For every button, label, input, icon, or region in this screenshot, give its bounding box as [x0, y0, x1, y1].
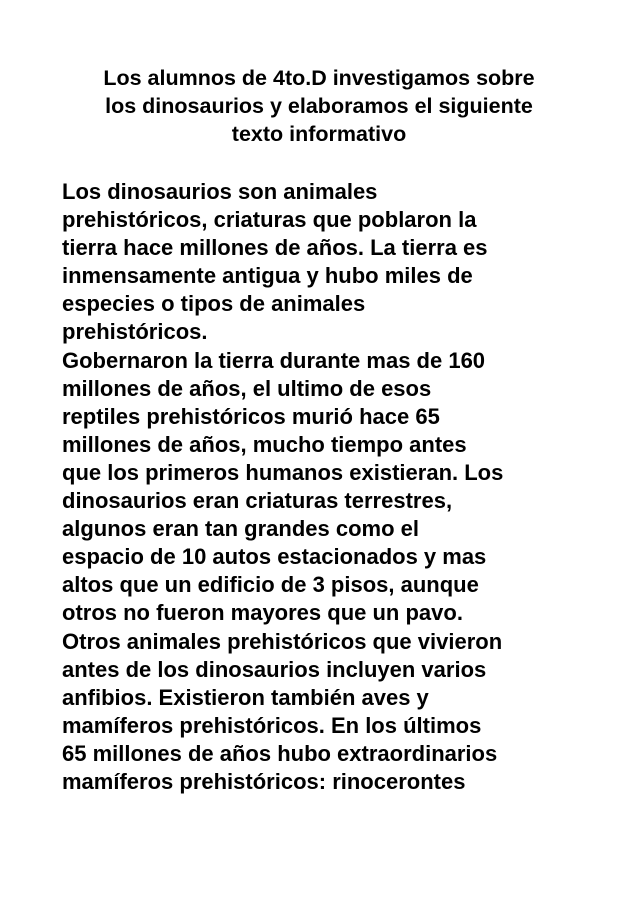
- body-line: inmensamente antigua y hubo miles de: [62, 263, 473, 289]
- body-line: especies o tipos de animales: [62, 291, 366, 317]
- body-line: dinosaurios eran criaturas terrestres,: [62, 488, 453, 514]
- body-line: espacio de 10 autos estacionados y mas: [62, 544, 487, 570]
- body-line: Otros animales prehistóricos que vivieron: [62, 628, 503, 654]
- heading-line: Los alumnos de 4to.D investigamos sobre: [103, 66, 535, 90]
- body-line: otros no fueron mayores que un pavo.: [62, 600, 463, 626]
- body-line: millones de años, el ultimo de esos: [62, 375, 432, 401]
- body-line: prehistóricos, criaturas que poblaron la: [62, 207, 477, 233]
- body-line: anfibios. Existieron también aves y: [62, 684, 429, 710]
- body-line: antes de los dinosaurios incluyen varios: [62, 656, 487, 682]
- body-line: algunos eran tan grandes como el: [62, 516, 419, 542]
- body-line: 65 millones de años hubo extraordinarios: [62, 740, 498, 766]
- body-line: que los primeros humanos existieran. Los: [62, 459, 504, 485]
- body-line: reptiles prehistóricos murió hace 65: [62, 403, 440, 429]
- body-line: altos que un edificio de 3 pisos, aunque: [62, 572, 479, 598]
- heading-line: texto informativo: [231, 122, 407, 146]
- body-line: mamíferos prehistóricos: rinocerontes: [62, 768, 466, 794]
- body-line: mamíferos prehistóricos. En los últimos: [62, 712, 482, 738]
- heading-line: los dinosaurios y elaboramos el siguiente: [105, 94, 533, 118]
- body-line: prehistóricos.: [62, 319, 208, 345]
- body-line: millones de años, mucho tiempo antes: [62, 431, 467, 457]
- document-heading: [40, 64, 598, 148]
- body-line: Los dinosaurios son animales: [62, 179, 378, 204]
- body-line: Gobernaron la tierra durante mas de 160: [62, 347, 486, 373]
- document-body: [62, 178, 602, 796]
- body-line: tierra hace millones de años. La tierra es: [62, 235, 488, 261]
